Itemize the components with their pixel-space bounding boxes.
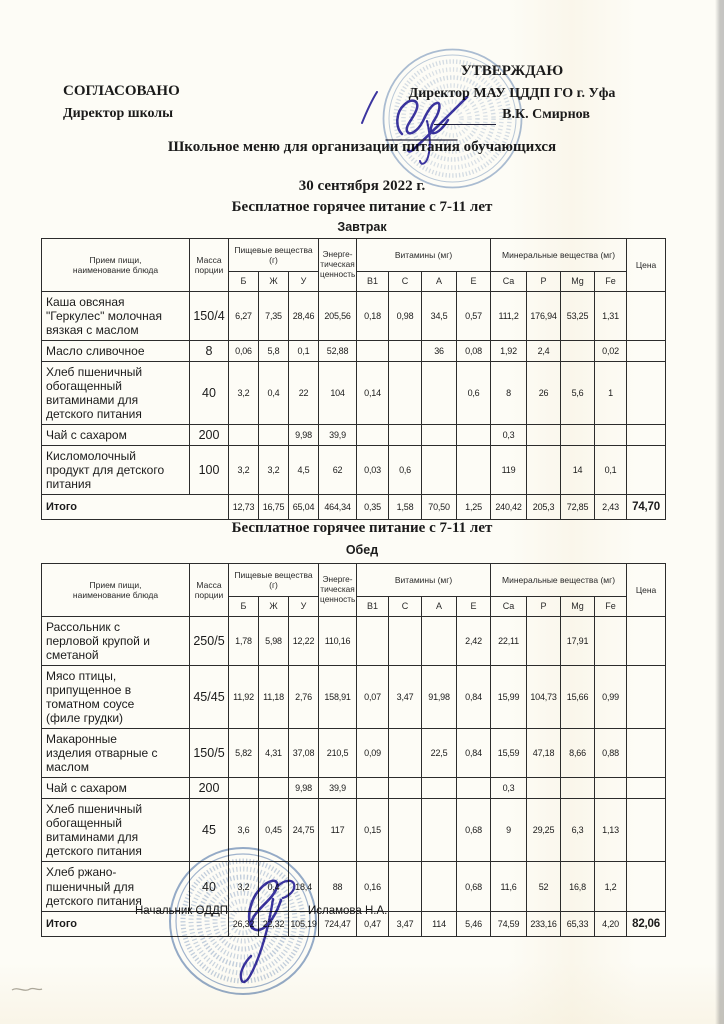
value-cell: 47,18 [527, 729, 561, 778]
value-cell [561, 778, 595, 799]
portion-mass: 45/45 [190, 666, 229, 729]
price-cell [627, 862, 666, 911]
value-cell: 37,08 [289, 729, 319, 778]
value-cell: 2,4 [527, 341, 561, 362]
value-cell: 34,5 [422, 292, 457, 341]
value-cell: 28,46 [289, 292, 319, 341]
value-cell: 0,45 [259, 799, 289, 862]
value-cell [389, 362, 422, 425]
total-value-cell: 0,47 [357, 911, 389, 936]
col-e: E [457, 272, 491, 292]
value-cell: 0,08 [457, 341, 491, 362]
total-value-cell: 65,04 [289, 495, 319, 520]
value-cell: 1,92 [491, 341, 527, 362]
portion-mass: 8 [190, 341, 229, 362]
value-cell: 3,6 [229, 799, 259, 862]
header-mass: Масса порции [190, 239, 229, 292]
value-cell: 0,3 [491, 425, 527, 446]
value-cell [457, 425, 491, 446]
value-cell: 0,4 [259, 362, 289, 425]
value-cell: 39,9 [319, 778, 357, 799]
value-cell: 0,84 [457, 666, 491, 729]
total-value-cell: 22,32 [259, 911, 289, 936]
document-title: Школьное меню для организации питания обучающихся [167, 139, 557, 155]
value-cell: 52,88 [319, 341, 357, 362]
value-cell: 24,75 [289, 799, 319, 862]
value-cell [422, 617, 457, 666]
col-ca: Ca [491, 272, 527, 292]
value-cell: 36 [422, 341, 457, 362]
footer-position: Начальник ОДДП [135, 905, 229, 917]
value-cell [357, 341, 389, 362]
value-cell: 0,06 [229, 341, 259, 362]
price-cell [627, 292, 666, 341]
value-cell: 4,31 [259, 729, 289, 778]
value-cell [389, 778, 422, 799]
value-cell: 4,5 [289, 446, 319, 495]
total-label: Итого [42, 911, 229, 936]
value-cell: 176,94 [527, 292, 561, 341]
value-cell [595, 617, 627, 666]
value-cell [229, 778, 259, 799]
total-value-cell: 12,73 [229, 495, 259, 520]
col-protein: Б [229, 597, 259, 617]
dish-name: Мясо птицы, припущенное в томатном соусе (филе грудки) [42, 666, 190, 729]
total-value-cell: 4,20 [595, 911, 627, 936]
meal-title-breakfast: Завтрак [337, 220, 387, 234]
header-minerals: Минеральные вещества (мг) [491, 564, 627, 597]
totals [42, 495, 666, 520]
value-cell: 104,73 [527, 666, 561, 729]
price-cell [627, 425, 666, 446]
value-cell: 18,4 [289, 862, 319, 911]
value-cell: 3,2 [229, 362, 259, 425]
portion-mass: 150/5 [190, 729, 229, 778]
agreed-subtitle: Директор школы [63, 106, 174, 122]
total-value-cell: 0,35 [357, 495, 389, 520]
menu-row [42, 617, 666, 666]
portion-mass: 200 [190, 778, 229, 799]
value-cell: 0,18 [357, 292, 389, 341]
value-cell [422, 362, 457, 425]
header-nutrients: Пищевые вещества (г) [229, 564, 319, 597]
value-cell: 8,66 [561, 729, 595, 778]
value-cell: 62 [319, 446, 357, 495]
header-price: Цена [627, 239, 666, 292]
value-cell: 9,98 [289, 425, 319, 446]
value-cell: 5,8 [259, 341, 289, 362]
value-cell: 11,6 [491, 862, 527, 911]
value-cell [527, 446, 561, 495]
total-value-cell: 240,42 [491, 495, 527, 520]
value-cell: 0,15 [357, 799, 389, 862]
dish-name: Чай с сахаром [42, 778, 190, 799]
value-cell: 6,27 [229, 292, 259, 341]
value-cell: 0,09 [357, 729, 389, 778]
total-value-cell: 16,75 [259, 495, 289, 520]
price-cell [627, 617, 666, 666]
lunch-table [41, 563, 666, 937]
dish-name: Каша овсяная "Геркулес" молочная вязкая с маслом [42, 292, 190, 341]
value-cell: 15,66 [561, 666, 595, 729]
col-a: A [422, 597, 457, 617]
value-cell [595, 425, 627, 446]
value-cell: 26 [527, 362, 561, 425]
col-ca: Ca [491, 597, 527, 617]
value-cell [561, 425, 595, 446]
value-cell: 15,99 [491, 666, 527, 729]
value-cell: 0,68 [457, 799, 491, 862]
value-cell: 0,03 [357, 446, 389, 495]
value-cell: 6,3 [561, 799, 595, 862]
total-value-cell: 114 [422, 911, 457, 936]
value-cell: 119 [491, 446, 527, 495]
col-b1: B1 [357, 272, 389, 292]
value-cell: 5,82 [229, 729, 259, 778]
value-cell [457, 778, 491, 799]
value-cell: 2,42 [457, 617, 491, 666]
col-mg: Mg [561, 597, 595, 617]
total-value-cell: 70,50 [422, 495, 457, 520]
header-energy: Энерге-тическая ценность [319, 239, 357, 292]
menu-row [42, 446, 666, 495]
col-fat: Ж [259, 272, 289, 292]
col-carbs: У [289, 272, 319, 292]
total-value-cell: 205,3 [527, 495, 561, 520]
header-energy: Энерге-тическая ценность [319, 564, 357, 617]
portion-mass: 250/5 [190, 617, 229, 666]
menu-rows [42, 292, 666, 495]
dish-name: Масло сливочное [42, 341, 190, 362]
header-dish: Прием пищи, наименование блюда [42, 564, 190, 617]
value-cell [422, 446, 457, 495]
value-cell: 111,2 [491, 292, 527, 341]
total-label: Итого [42, 495, 229, 520]
value-cell: 104 [319, 362, 357, 425]
value-cell: 210,5 [319, 729, 357, 778]
col-p: P [527, 272, 561, 292]
dish-name: Хлеб пшеничный обогащенный витаминами для детского питания [42, 799, 190, 862]
value-cell: 1,2 [595, 862, 627, 911]
value-cell: 2,76 [289, 666, 319, 729]
portion-mass: 100 [190, 446, 229, 495]
value-cell: 205,56 [319, 292, 357, 341]
value-cell: 117 [319, 799, 357, 862]
value-cell: 5,98 [259, 617, 289, 666]
value-cell: 22 [289, 362, 319, 425]
col-fe: Fe [595, 597, 627, 617]
dish-name: Чай с сахаром [42, 425, 190, 446]
dish-name: Рассольник с перловой крупой и сметаной [42, 617, 190, 666]
col-e: E [457, 597, 491, 617]
value-cell [357, 425, 389, 446]
value-cell: 158,91 [319, 666, 357, 729]
col-carbs: У [289, 597, 319, 617]
value-cell: 52 [527, 862, 561, 911]
agreed-title: СОГЛАСОВАНО [63, 83, 180, 99]
table-header [42, 564, 666, 617]
header-price: Цена [627, 564, 666, 617]
menu-row [42, 362, 666, 425]
price-cell [627, 729, 666, 778]
value-cell: 0,68 [457, 862, 491, 911]
total-value-cell: 1,58 [389, 495, 422, 520]
table-header [42, 239, 666, 292]
value-cell: 9 [491, 799, 527, 862]
value-cell [389, 799, 422, 862]
breakfast-table [41, 238, 666, 520]
col-fat: Ж [259, 597, 289, 617]
col-b1: B1 [357, 597, 389, 617]
document-date: 30 сентября 2022 г. [298, 178, 426, 194]
value-cell: 0,88 [595, 729, 627, 778]
value-cell: 0,84 [457, 729, 491, 778]
portion-mass: 200 [190, 425, 229, 446]
value-cell [357, 778, 389, 799]
total-price-cell: 74,70 [627, 495, 666, 520]
total-value-cell: 464,34 [319, 495, 357, 520]
dish-name: Макаронные изделия отварные с маслом [42, 729, 190, 778]
section-subtitle-breakfast: Бесплатное горячее питание с 7-11 лет [231, 199, 493, 215]
total-value-cell: 65,33 [561, 911, 595, 936]
total-value-cell: 724,47 [319, 911, 357, 936]
value-cell: 39,9 [319, 425, 357, 446]
price-cell [627, 666, 666, 729]
portion-mass: 150/4 [190, 292, 229, 341]
value-cell: 1,31 [595, 292, 627, 341]
value-cell [389, 617, 422, 666]
dish-name: Кисломолочный продукт для детского питания [42, 446, 190, 495]
value-cell: 3,2 [259, 446, 289, 495]
value-cell: 0,02 [595, 341, 627, 362]
price-cell [627, 446, 666, 495]
approved-signer-line [366, 104, 658, 125]
total-value-cell: 1,25 [457, 495, 491, 520]
section-subtitle-lunch: Бесплатное горячее питание с 7-11 лет [231, 520, 493, 536]
value-cell: 110,16 [319, 617, 357, 666]
value-cell [527, 617, 561, 666]
value-cell [527, 778, 561, 799]
menu-rows [42, 617, 666, 912]
value-cell: 88 [319, 862, 357, 911]
menu-row [42, 425, 666, 446]
value-cell [389, 862, 422, 911]
value-cell: 5,6 [561, 362, 595, 425]
value-cell [422, 778, 457, 799]
value-cell [259, 778, 289, 799]
value-cell: 1,78 [229, 617, 259, 666]
menu-row [42, 729, 666, 778]
portion-mass: 45 [190, 799, 229, 862]
value-cell: 0,57 [457, 292, 491, 341]
price-cell [627, 778, 666, 799]
price-cell [627, 799, 666, 862]
value-cell: 0,6 [389, 446, 422, 495]
value-cell: 0,07 [357, 666, 389, 729]
header-minerals: Минеральные вещества (мг) [491, 239, 627, 272]
value-cell: 0,3 [491, 778, 527, 799]
menu-row [42, 341, 666, 362]
value-cell: 22,11 [491, 617, 527, 666]
header-nutrients: Пищевые вещества (г) [229, 239, 319, 272]
value-cell: 15,59 [491, 729, 527, 778]
approved-title: УТВЕРЖДАЮ [460, 63, 564, 79]
agreed-block [63, 80, 180, 125]
value-cell: 17,91 [561, 617, 595, 666]
value-cell [595, 778, 627, 799]
value-cell: 12,22 [289, 617, 319, 666]
value-cell [229, 425, 259, 446]
total-value-cell: 105,19 [289, 911, 319, 936]
value-cell [389, 729, 422, 778]
value-cell [457, 446, 491, 495]
value-cell [389, 341, 422, 362]
menu-row [42, 292, 666, 341]
pencil-mark [12, 988, 42, 990]
value-cell [527, 425, 561, 446]
value-cell: 0,4 [259, 862, 289, 911]
portion-mass: 40 [190, 362, 229, 425]
total-row [42, 495, 666, 520]
signature-line [434, 112, 496, 125]
approved-signer: В.К. Смирнов [502, 106, 590, 122]
total-value-cell: 26,32 [229, 911, 259, 936]
value-cell: 8 [491, 362, 527, 425]
header-mass: Масса порции [190, 564, 229, 617]
value-cell: 1 [595, 362, 627, 425]
menu-row [42, 666, 666, 729]
col-p: P [527, 597, 561, 617]
value-cell [561, 341, 595, 362]
total-value-cell: 233,16 [527, 911, 561, 936]
value-cell: 0,1 [595, 446, 627, 495]
col-a: A [422, 272, 457, 292]
menu-row [42, 799, 666, 862]
col-protein: Б [229, 272, 259, 292]
meal-title-lunch: Обед [345, 543, 379, 557]
value-cell: 3,47 [389, 666, 422, 729]
col-c: C [389, 272, 422, 292]
col-mg: Mg [561, 272, 595, 292]
menu-row [42, 778, 666, 799]
value-cell: 0,1 [289, 341, 319, 362]
portion-mass: 40 [190, 862, 229, 911]
value-cell: 11,92 [229, 666, 259, 729]
price-cell [627, 362, 666, 425]
header-vitamins: Витамины (мг) [357, 239, 491, 272]
header-dish: Прием пищи, наименование блюда [42, 239, 190, 292]
price-cell [627, 341, 666, 362]
value-cell: 9,98 [289, 778, 319, 799]
value-cell: 0,6 [457, 362, 491, 425]
value-cell [422, 799, 457, 862]
value-cell [389, 425, 422, 446]
value-cell: 3,2 [229, 862, 259, 911]
value-cell: 14 [561, 446, 595, 495]
col-fe: Fe [595, 272, 627, 292]
total-price-cell: 82,06 [627, 911, 666, 936]
approved-block [366, 60, 658, 125]
footer-name: Исламова Н.А. [308, 905, 388, 917]
value-cell: 0,99 [595, 666, 627, 729]
approved-subtitle: Директор МАУ ЦДДП ГО г. Уфа [408, 85, 616, 101]
value-cell [357, 617, 389, 666]
value-cell: 91,98 [422, 666, 457, 729]
menu-row [42, 862, 666, 911]
value-cell: 53,25 [561, 292, 595, 341]
value-cell [422, 425, 457, 446]
value-cell: 22,5 [422, 729, 457, 778]
col-c: C [389, 597, 422, 617]
total-value-cell: 2,43 [595, 495, 627, 520]
value-cell [259, 425, 289, 446]
value-cell: 16,8 [561, 862, 595, 911]
total-value-cell: 5,46 [457, 911, 491, 936]
total-value-cell: 72,85 [561, 495, 595, 520]
value-cell: 11,18 [259, 666, 289, 729]
value-cell: 0,14 [357, 362, 389, 425]
value-cell: 29,25 [527, 799, 561, 862]
value-cell: 3,2 [229, 446, 259, 495]
value-cell: 7,35 [259, 292, 289, 341]
dish-name: Хлеб ржано-пшеничный для детского питания [42, 862, 190, 911]
dish-name: Хлеб пшеничный обогащенный витаминами для детского питания [42, 362, 190, 425]
total-value-cell: 74,59 [491, 911, 527, 936]
total-value-cell: 3,47 [389, 911, 422, 936]
header-vitamins: Витамины (мг) [357, 564, 491, 597]
value-cell: 0,16 [357, 862, 389, 911]
value-cell: 0,98 [389, 292, 422, 341]
value-cell [422, 862, 457, 911]
value-cell: 1,13 [595, 799, 627, 862]
